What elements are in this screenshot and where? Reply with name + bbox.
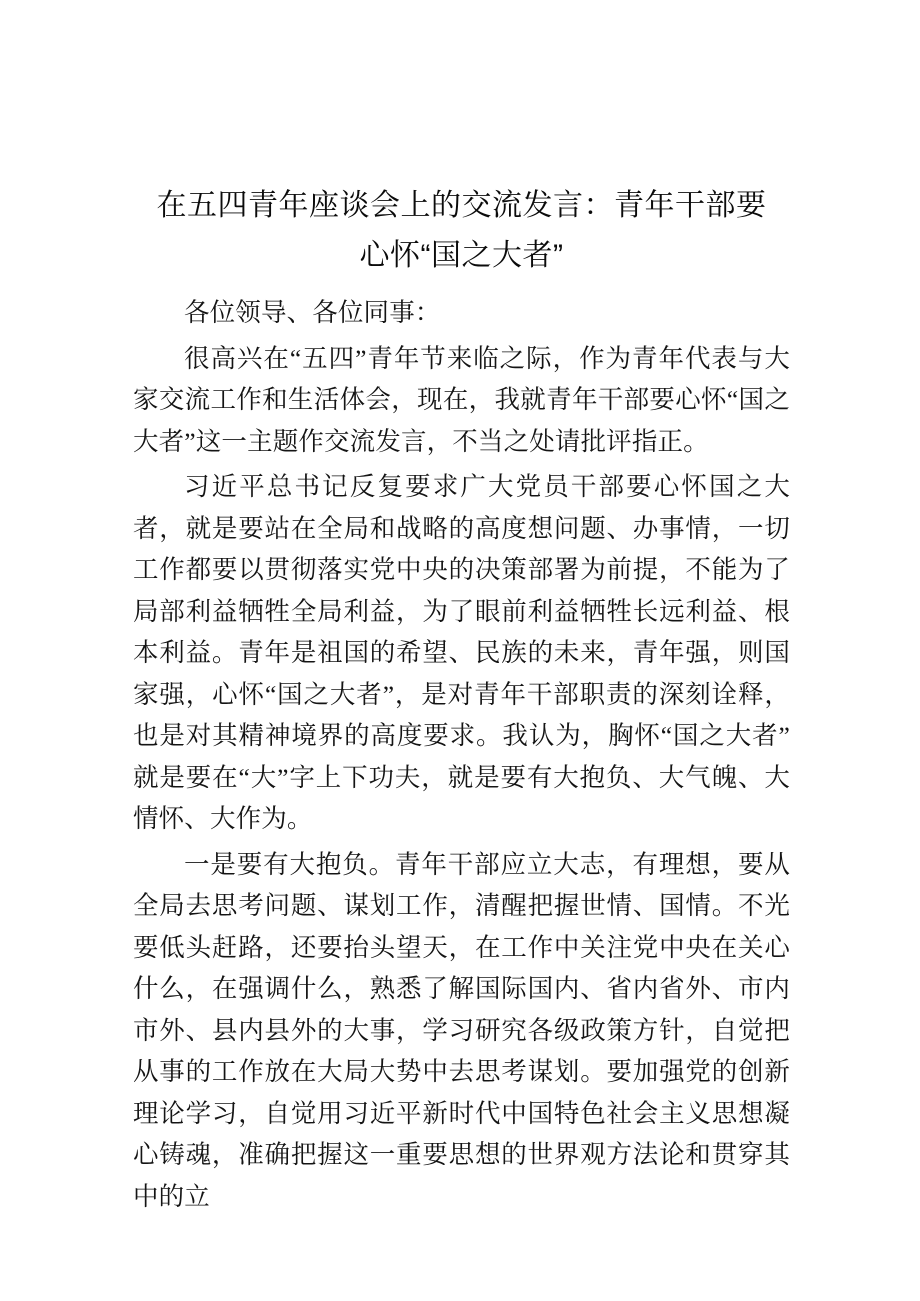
salutation: 各位领导、各位同事： (184, 298, 441, 327)
page-title-line-1: 在五四青年座谈会上的交流发言：青年干部要 (156, 189, 767, 222)
body-paragraph-2: 习近平总书记反复要求广大党员干部要心怀国之大者，就是要站在全局和战略的高度想问题、办事情，一切工作都要以贯彻落实党中央的决策部署为前提，不能为了局部利益牺牲全局利益，为了眼前利益牺牲长远利益、根本利益。青年是祖国的希望、民族的未来，青年强，则国家强，心怀“国之大者”，是对青年干部职责的深刻诠释，也是对其精神境界的高度要求。我认为，胸怀“国之大者”就是要在“大”字上下功夫，就是要有大抱负、大气魄、大情怀、大作为。 (133, 472, 790, 833)
page-title-line-2: 心怀“国之大者” (359, 239, 564, 272)
page-title (133, 181, 790, 281)
body-paragraph-1: 很高兴在“五四”青年节来临之际，作为青年代表与大家交流工作和生活体会，现在，我就青年干部要心怀“国之大者”这一主题作交流发言，不当之处请批评指正。 (133, 343, 790, 456)
document-body (133, 292, 790, 1217)
body-paragraph-3: 一是要有大抱负。青年干部应立大志，有理想，要从全局去思考问题、谋划工作，清醒把握世情、国情。不光要低头赶路，还要抬头望天，在工作中关注党中央在关心什么，在强调什么，熟悉了解国际国内、省内省外、市内市外、县内县外的大事，学习研究各级政策方针，自觉把从事的工作放在大局大势中去思考谋划。要加强党的创新理论学习，自觉用习近平新时代中国特色社会主义思想凝心铸魂，准确把握这一重要思想的世界观方法论和贯穿其中的立 (133, 849, 790, 1211)
